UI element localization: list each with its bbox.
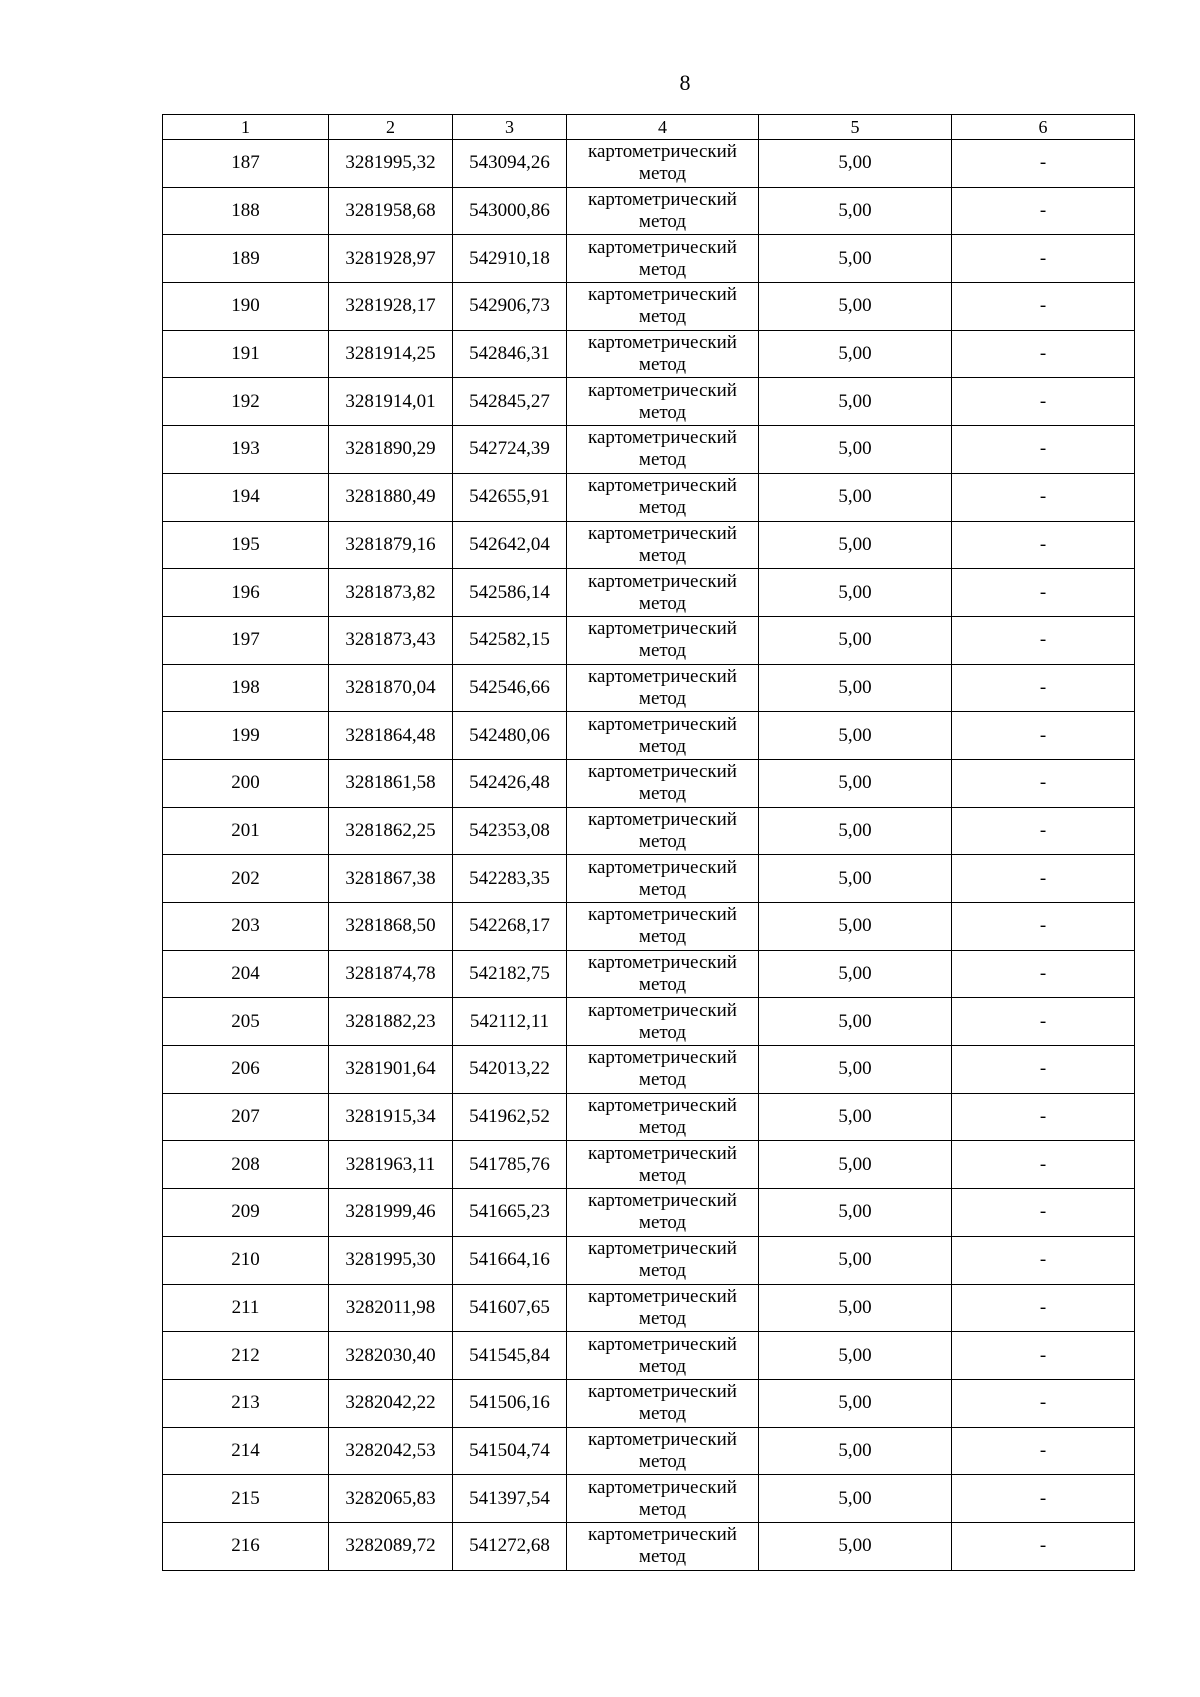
- method-line-1: картометрический: [588, 236, 737, 258]
- method-line-1: картометрический: [588, 189, 737, 211]
- accuracy-cell: 5,00: [759, 1427, 952, 1475]
- note-cell: -: [952, 807, 1135, 855]
- y-coordinate-cell: 541545,84: [453, 1332, 567, 1380]
- point-number-cell: 210: [163, 1236, 329, 1284]
- method-line-1: картометрический: [588, 999, 737, 1021]
- note-cell: -: [952, 855, 1135, 903]
- page-number: 8: [679, 70, 691, 95]
- point-number-cell: 191: [163, 330, 329, 378]
- method-line-2: метод: [638, 1069, 687, 1091]
- point-number-cell: 187: [163, 140, 329, 188]
- x-coordinate-cell: 3281867,38: [329, 855, 453, 903]
- note-cell: -: [952, 712, 1135, 760]
- method-line-2: метод: [638, 974, 687, 996]
- y-coordinate-cell: 541504,74: [453, 1427, 567, 1475]
- x-coordinate-cell: 3281879,16: [329, 521, 453, 569]
- y-coordinate-cell: 541397,54: [453, 1475, 567, 1523]
- accuracy-cell: 5,00: [759, 235, 952, 283]
- note-cell: -: [952, 1475, 1135, 1523]
- coordinates-table: [162, 114, 1135, 1571]
- table-row: [163, 712, 1135, 760]
- accuracy-cell: 5,00: [759, 1141, 952, 1189]
- y-coordinate-cell: 542112,11: [453, 998, 567, 1046]
- method-line-1: картометрический: [588, 1333, 737, 1355]
- method-line-2: метод: [638, 1355, 687, 1377]
- method-cell: [567, 235, 759, 283]
- y-coordinate-cell: 542724,39: [453, 426, 567, 474]
- y-coordinate-cell: 543094,26: [453, 140, 567, 188]
- point-number-cell: 205: [163, 998, 329, 1046]
- method-line-2: метод: [638, 306, 687, 328]
- accuracy-cell: 5,00: [759, 569, 952, 617]
- method-cell: [567, 1379, 759, 1427]
- x-coordinate-cell: 3281870,04: [329, 664, 453, 712]
- accuracy-cell: 5,00: [759, 903, 952, 951]
- accuracy-cell: 5,00: [759, 426, 952, 474]
- method-line-1: картометрический: [588, 1095, 737, 1117]
- y-coordinate-cell: 542283,35: [453, 855, 567, 903]
- method-line-1: картометрический: [588, 379, 737, 401]
- table-row: [163, 1284, 1135, 1332]
- y-coordinate-cell: 542655,91: [453, 473, 567, 521]
- method-line-2: метод: [638, 1260, 687, 1282]
- point-number-cell: 214: [163, 1427, 329, 1475]
- x-coordinate-cell: 3281861,58: [329, 759, 453, 807]
- method-cell: [567, 1141, 759, 1189]
- table-row: [163, 903, 1135, 951]
- method-line-2: метод: [638, 163, 687, 185]
- note-cell: -: [952, 426, 1135, 474]
- point-number-cell: 213: [163, 1379, 329, 1427]
- table-row: [163, 1427, 1135, 1475]
- method-cell: [567, 1522, 759, 1570]
- point-number-cell: 215: [163, 1475, 329, 1523]
- x-coordinate-cell: 3282030,40: [329, 1332, 453, 1380]
- table-row: [163, 1046, 1135, 1094]
- method-line-2: метод: [638, 878, 687, 900]
- point-number-cell: 200: [163, 759, 329, 807]
- x-coordinate-cell: 3282042,22: [329, 1379, 453, 1427]
- point-number-cell: 212: [163, 1332, 329, 1380]
- x-coordinate-cell: 3281862,25: [329, 807, 453, 855]
- point-number-cell: 192: [163, 378, 329, 426]
- accuracy-cell: 5,00: [759, 1284, 952, 1332]
- point-number-cell: 196: [163, 569, 329, 617]
- note-cell: -: [952, 1379, 1135, 1427]
- point-number-cell: 194: [163, 473, 329, 521]
- table-row: [163, 283, 1135, 331]
- method-cell: [567, 855, 759, 903]
- y-coordinate-cell: 542480,06: [453, 712, 567, 760]
- method-line-2: метод: [638, 926, 687, 948]
- method-cell: [567, 1427, 759, 1475]
- method-line-2: метод: [638, 497, 687, 519]
- method-line-1: картометрический: [588, 761, 737, 783]
- accuracy-cell: 5,00: [759, 1093, 952, 1141]
- table-row: [163, 1093, 1135, 1141]
- method-cell: [567, 283, 759, 331]
- x-coordinate-cell: 3281890,29: [329, 426, 453, 474]
- method-line-1: картометрический: [588, 1428, 737, 1450]
- note-cell: -: [952, 1284, 1135, 1332]
- method-cell: [567, 426, 759, 474]
- table-row: [163, 998, 1135, 1046]
- method-cell: [567, 759, 759, 807]
- method-line-2: метод: [638, 1212, 687, 1234]
- y-coordinate-cell: 542586,14: [453, 569, 567, 617]
- note-cell: -: [952, 473, 1135, 521]
- column-header-2: 2: [329, 115, 453, 140]
- note-cell: -: [952, 1093, 1135, 1141]
- accuracy-cell: 5,00: [759, 1332, 952, 1380]
- point-number-cell: 189: [163, 235, 329, 283]
- note-cell: -: [952, 1236, 1135, 1284]
- note-cell: -: [952, 235, 1135, 283]
- header-row: [163, 115, 1135, 140]
- x-coordinate-cell: 3282089,72: [329, 1522, 453, 1570]
- method-line-2: метод: [638, 1498, 687, 1520]
- method-line-1: картометрический: [588, 904, 737, 926]
- table-row: [163, 473, 1135, 521]
- method-cell: [567, 616, 759, 664]
- method-line-1: картометрический: [588, 1142, 737, 1164]
- column-header-1: 1: [163, 115, 329, 140]
- method-line-2: метод: [638, 592, 687, 614]
- method-line-1: картометрический: [588, 1381, 737, 1403]
- y-coordinate-cell: 542582,15: [453, 616, 567, 664]
- method-cell: [567, 807, 759, 855]
- x-coordinate-cell: 3281873,43: [329, 616, 453, 664]
- method-line-2: метод: [638, 735, 687, 757]
- accuracy-cell: 5,00: [759, 283, 952, 331]
- point-number-cell: 190: [163, 283, 329, 331]
- accuracy-cell: 5,00: [759, 330, 952, 378]
- note-cell: -: [952, 330, 1135, 378]
- accuracy-cell: 5,00: [759, 807, 952, 855]
- method-cell: [567, 1284, 759, 1332]
- method-line-2: метод: [638, 830, 687, 852]
- method-line-1: картометрический: [588, 522, 737, 544]
- x-coordinate-cell: 3281995,32: [329, 140, 453, 188]
- point-number-cell: 195: [163, 521, 329, 569]
- method-cell: [567, 1046, 759, 1094]
- method-line-1: картометрический: [588, 427, 737, 449]
- point-number-cell: 199: [163, 712, 329, 760]
- method-cell: [567, 664, 759, 712]
- method-line-1: картометрический: [588, 475, 737, 497]
- method-line-1: картометрический: [588, 570, 737, 592]
- column-header-6: 6: [952, 115, 1135, 140]
- accuracy-cell: 5,00: [759, 1236, 952, 1284]
- accuracy-cell: 5,00: [759, 1046, 952, 1094]
- note-cell: -: [952, 1427, 1135, 1475]
- table-row: [163, 140, 1135, 188]
- accuracy-cell: 5,00: [759, 378, 952, 426]
- accuracy-cell: 5,00: [759, 950, 952, 998]
- point-number-cell: 206: [163, 1046, 329, 1094]
- method-line-1: картометрический: [588, 1285, 737, 1307]
- y-coordinate-cell: 541506,16: [453, 1379, 567, 1427]
- x-coordinate-cell: 3281880,49: [329, 473, 453, 521]
- method-cell: [567, 187, 759, 235]
- note-cell: -: [952, 378, 1135, 426]
- x-coordinate-cell: 3281868,50: [329, 903, 453, 951]
- accuracy-cell: 5,00: [759, 616, 952, 664]
- method-cell: [567, 1093, 759, 1141]
- method-line-1: картометрический: [588, 1238, 737, 1260]
- method-cell: [567, 950, 759, 998]
- y-coordinate-cell: 542845,27: [453, 378, 567, 426]
- point-number-cell: 207: [163, 1093, 329, 1141]
- note-cell: -: [952, 950, 1135, 998]
- method-line-2: метод: [638, 258, 687, 280]
- note-cell: -: [952, 140, 1135, 188]
- x-coordinate-cell: 3281882,23: [329, 998, 453, 1046]
- x-coordinate-cell: 3282011,98: [329, 1284, 453, 1332]
- x-coordinate-cell: 3281995,30: [329, 1236, 453, 1284]
- table-row: [163, 807, 1135, 855]
- accuracy-cell: 5,00: [759, 1522, 952, 1570]
- x-coordinate-cell: 3281901,64: [329, 1046, 453, 1094]
- method-line-2: метод: [638, 1021, 687, 1043]
- method-cell: [567, 1189, 759, 1237]
- point-number-cell: 211: [163, 1284, 329, 1332]
- table-row: [163, 521, 1135, 569]
- note-cell: -: [952, 998, 1135, 1046]
- method-cell: [567, 1236, 759, 1284]
- point-number-cell: 204: [163, 950, 329, 998]
- y-coordinate-cell: 542546,66: [453, 664, 567, 712]
- note-cell: -: [952, 616, 1135, 664]
- table-row: [163, 759, 1135, 807]
- method-line-1: картометрический: [588, 284, 737, 306]
- accuracy-cell: 5,00: [759, 1189, 952, 1237]
- point-number-cell: 202: [163, 855, 329, 903]
- method-line-2: метод: [638, 544, 687, 566]
- x-coordinate-cell: 3281915,34: [329, 1093, 453, 1141]
- point-number-cell: 203: [163, 903, 329, 951]
- y-coordinate-cell: 542353,08: [453, 807, 567, 855]
- x-coordinate-cell: 3281873,82: [329, 569, 453, 617]
- table-row: [163, 1522, 1135, 1570]
- table-row: [163, 1475, 1135, 1523]
- note-cell: -: [952, 664, 1135, 712]
- method-line-1: картометрический: [588, 141, 737, 163]
- method-line-1: картометрический: [588, 808, 737, 830]
- method-line-1: картометрический: [588, 1476, 737, 1498]
- x-coordinate-cell: 3281928,97: [329, 235, 453, 283]
- table-row: [163, 664, 1135, 712]
- table-row: [163, 378, 1135, 426]
- x-coordinate-cell: 3282065,83: [329, 1475, 453, 1523]
- note-cell: -: [952, 1141, 1135, 1189]
- accuracy-cell: 5,00: [759, 855, 952, 903]
- y-coordinate-cell: 542846,31: [453, 330, 567, 378]
- method-line-2: метод: [638, 1164, 687, 1186]
- y-coordinate-cell: 541607,65: [453, 1284, 567, 1332]
- point-number-cell: 198: [163, 664, 329, 712]
- method-line-2: метод: [638, 354, 687, 376]
- y-coordinate-cell: 542910,18: [453, 235, 567, 283]
- point-number-cell: 201: [163, 807, 329, 855]
- y-coordinate-cell: 541962,52: [453, 1093, 567, 1141]
- note-cell: -: [952, 569, 1135, 617]
- method-line-1: картометрический: [588, 1047, 737, 1069]
- column-header-3: 3: [453, 115, 567, 140]
- point-number-cell: 193: [163, 426, 329, 474]
- accuracy-cell: 5,00: [759, 998, 952, 1046]
- y-coordinate-cell: 542268,17: [453, 903, 567, 951]
- method-line-2: метод: [638, 401, 687, 423]
- method-line-1: картометрический: [588, 1190, 737, 1212]
- point-number-cell: 209: [163, 1189, 329, 1237]
- table-row: [163, 1332, 1135, 1380]
- method-cell: [567, 1475, 759, 1523]
- note-cell: -: [952, 187, 1135, 235]
- y-coordinate-cell: 541272,68: [453, 1522, 567, 1570]
- x-coordinate-cell: 3281914,25: [329, 330, 453, 378]
- method-line-2: метод: [638, 640, 687, 662]
- y-coordinate-cell: 542013,22: [453, 1046, 567, 1094]
- method-cell: [567, 140, 759, 188]
- table-row: [163, 1379, 1135, 1427]
- method-cell: [567, 903, 759, 951]
- method-line-2: метод: [638, 783, 687, 805]
- method-line-1: картометрический: [588, 665, 737, 687]
- column-header-5: 5: [759, 115, 952, 140]
- method-line-1: картометрический: [588, 332, 737, 354]
- method-line-2: метод: [638, 449, 687, 471]
- method-cell: [567, 998, 759, 1046]
- method-cell: [567, 569, 759, 617]
- note-cell: -: [952, 903, 1135, 951]
- x-coordinate-cell: 3281874,78: [329, 950, 453, 998]
- method-line-2: метод: [638, 1450, 687, 1472]
- y-coordinate-cell: 542426,48: [453, 759, 567, 807]
- method-line-2: метод: [638, 1403, 687, 1425]
- table-row: [163, 330, 1135, 378]
- table-row: [163, 569, 1135, 617]
- y-coordinate-cell: 542906,73: [453, 283, 567, 331]
- x-coordinate-cell: 3281963,11: [329, 1141, 453, 1189]
- note-cell: -: [952, 759, 1135, 807]
- accuracy-cell: 5,00: [759, 187, 952, 235]
- x-coordinate-cell: 3281928,17: [329, 283, 453, 331]
- method-cell: [567, 1332, 759, 1380]
- point-number-cell: 208: [163, 1141, 329, 1189]
- method-cell: [567, 712, 759, 760]
- y-coordinate-cell: 541665,23: [453, 1189, 567, 1237]
- table-row: [163, 426, 1135, 474]
- method-line-2: метод: [638, 1117, 687, 1139]
- y-coordinate-cell: 541785,76: [453, 1141, 567, 1189]
- table-row: [163, 1189, 1135, 1237]
- method-line-2: метод: [638, 211, 687, 233]
- point-number-cell: 188: [163, 187, 329, 235]
- table-row: [163, 616, 1135, 664]
- accuracy-cell: 5,00: [759, 712, 952, 760]
- x-coordinate-cell: 3281864,48: [329, 712, 453, 760]
- note-cell: -: [952, 283, 1135, 331]
- method-cell: [567, 330, 759, 378]
- accuracy-cell: 5,00: [759, 664, 952, 712]
- table-row: [163, 1236, 1135, 1284]
- y-coordinate-cell: 542182,75: [453, 950, 567, 998]
- accuracy-cell: 5,00: [759, 759, 952, 807]
- accuracy-cell: 5,00: [759, 473, 952, 521]
- note-cell: -: [952, 1046, 1135, 1094]
- method-line-1: картометрический: [588, 856, 737, 878]
- y-coordinate-cell: 543000,86: [453, 187, 567, 235]
- x-coordinate-cell: 3281999,46: [329, 1189, 453, 1237]
- note-cell: -: [952, 1332, 1135, 1380]
- method-cell: [567, 521, 759, 569]
- point-number-cell: 216: [163, 1522, 329, 1570]
- method-line-1: картометрический: [588, 713, 737, 735]
- table-row: [163, 235, 1135, 283]
- point-number-cell: 197: [163, 616, 329, 664]
- y-coordinate-cell: 541664,16: [453, 1236, 567, 1284]
- x-coordinate-cell: 3281914,01: [329, 378, 453, 426]
- note-cell: -: [952, 1189, 1135, 1237]
- method-line-2: метод: [638, 687, 687, 709]
- y-coordinate-cell: 542642,04: [453, 521, 567, 569]
- method-line-1: картометрический: [588, 1524, 737, 1546]
- method-line-1: картометрический: [588, 618, 737, 640]
- table-row: [163, 1141, 1135, 1189]
- method-line-1: картометрический: [588, 952, 737, 974]
- x-coordinate-cell: 3282042,53: [329, 1427, 453, 1475]
- table-row: [163, 187, 1135, 235]
- method-line-2: метод: [638, 1546, 687, 1568]
- accuracy-cell: 5,00: [759, 140, 952, 188]
- note-cell: -: [952, 1522, 1135, 1570]
- column-header-4: 4: [567, 115, 759, 140]
- table-row: [163, 855, 1135, 903]
- table-row: [163, 950, 1135, 998]
- note-cell: -: [952, 521, 1135, 569]
- method-line-2: метод: [638, 1307, 687, 1329]
- method-cell: [567, 378, 759, 426]
- x-coordinate-cell: 3281958,68: [329, 187, 453, 235]
- accuracy-cell: 5,00: [759, 1379, 952, 1427]
- accuracy-cell: 5,00: [759, 521, 952, 569]
- accuracy-cell: 5,00: [759, 1475, 952, 1523]
- method-cell: [567, 473, 759, 521]
